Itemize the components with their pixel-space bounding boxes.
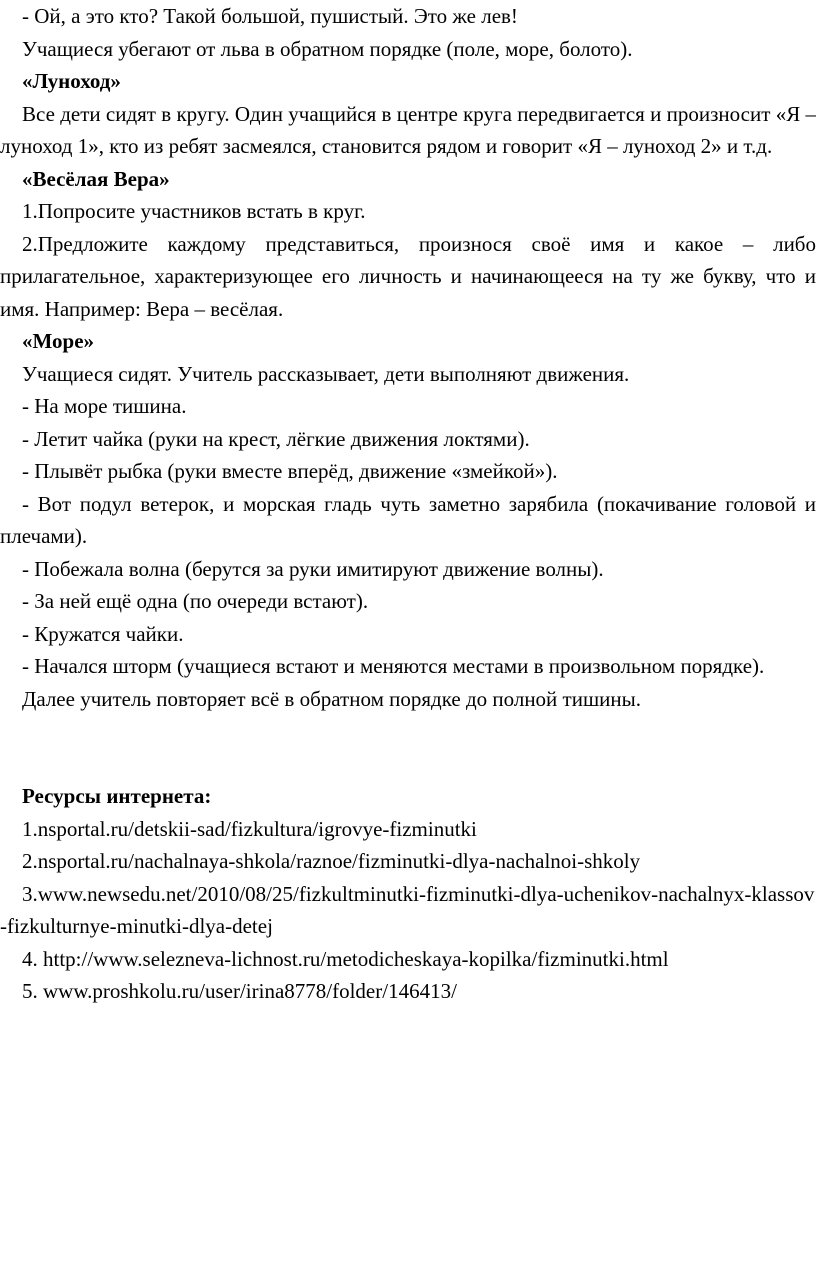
- paragraph-lunokhod-rules: Все дети сидят в кругу. Один учащийся в центре круга передвигается и произносит «Я – луноход 1», кто из ребят засмеялся, становится рядом и говорит «Я – луноход 2» и т.д.: [0, 101, 816, 158]
- paragraph-more-fish: - Плывёт рыбка (руки вместе вперёд, движение «змейкой»).: [22, 459, 558, 483]
- resource-link-3[interactable]: 3.www.newsedu.net/2010/08/25/fizkultminutki-fizminutki-dlya-uchenikov-nachalnyx-klassov-fizkulturnye-minutki-dlya-detej: [0, 881, 815, 938]
- resource-link-2[interactable]: 2.nsportal.ru/nachalnaya-shkola/raznoe/fizminutki-dlya-nachalnoi-shkoly: [22, 849, 641, 873]
- resource-link-4[interactable]: 4. http://www.selezneva-lichnost.ru/metodicheskaya-kopilka/fizminutki.html: [22, 946, 669, 971]
- paragraph-more-intro: Учащиеся сидят. Учитель рассказывает, дети выполняют движения.: [22, 361, 630, 386]
- paragraph-vera-step-1: 1.Попросите участников встать в круг.: [22, 199, 366, 223]
- heading-internet-resources: Ресурсы интернета:: [22, 784, 212, 808]
- paragraph-lion-exclamation: - Ой, а это кто? Такой большой, пушистый. Это же лев!: [22, 4, 518, 28]
- paragraph-more-silence: - На море тишина.: [22, 394, 187, 418]
- paragraph-more-storm: - Начался шторм (учащиеся встают и меняются местами в произвольном порядке).: [22, 654, 765, 678]
- section-spacer: [0, 715, 816, 780]
- heading-lunokhod: «Луноход»: [22, 69, 121, 93]
- paragraph-more-another-wave: - За ней ещё одна (по очереди встают).: [22, 589, 369, 613]
- paragraph-more-reverse: Далее учитель повторяет всё в обратном порядке до полной тишины.: [22, 686, 641, 711]
- paragraph-more-seagull: - Летит чайка (руки на крест, лёгкие движения локтями).: [22, 426, 530, 451]
- paragraph-vera-step-2: 2.Предложите каждому представиться, произнося своё имя и какое – либо прилагательное, характеризующее его личность и начинающееся на ту же букву, что и имя. Например: Вера – весёлая.: [0, 231, 816, 321]
- heading-vesyolaya-vera: «Весёлая Вера»: [22, 166, 170, 191]
- paragraph-more-wave: - Побежала волна (берутся за руки имитируют движение волны).: [22, 556, 604, 581]
- resource-link-5[interactable]: 5. www.proshkolu.ru/user/irina8778/folder/146413/: [22, 979, 457, 1003]
- paragraph-more-breeze: - Вот подул ветерок, и морская гладь чуть заметно зарябила (покачивание головой и плечами).: [0, 491, 816, 548]
- paragraph-students-run: Учащиеся убегают от льва в обратном порядке (поле, море, болото).: [22, 36, 633, 61]
- resource-link-1[interactable]: 1.nsportal.ru/detskii-sad/fizkultura/igrovye-fizminutki: [22, 816, 477, 841]
- heading-more: «Море»: [22, 329, 95, 353]
- paragraph-more-seagulls-circle: - Кружатся чайки.: [22, 621, 184, 646]
